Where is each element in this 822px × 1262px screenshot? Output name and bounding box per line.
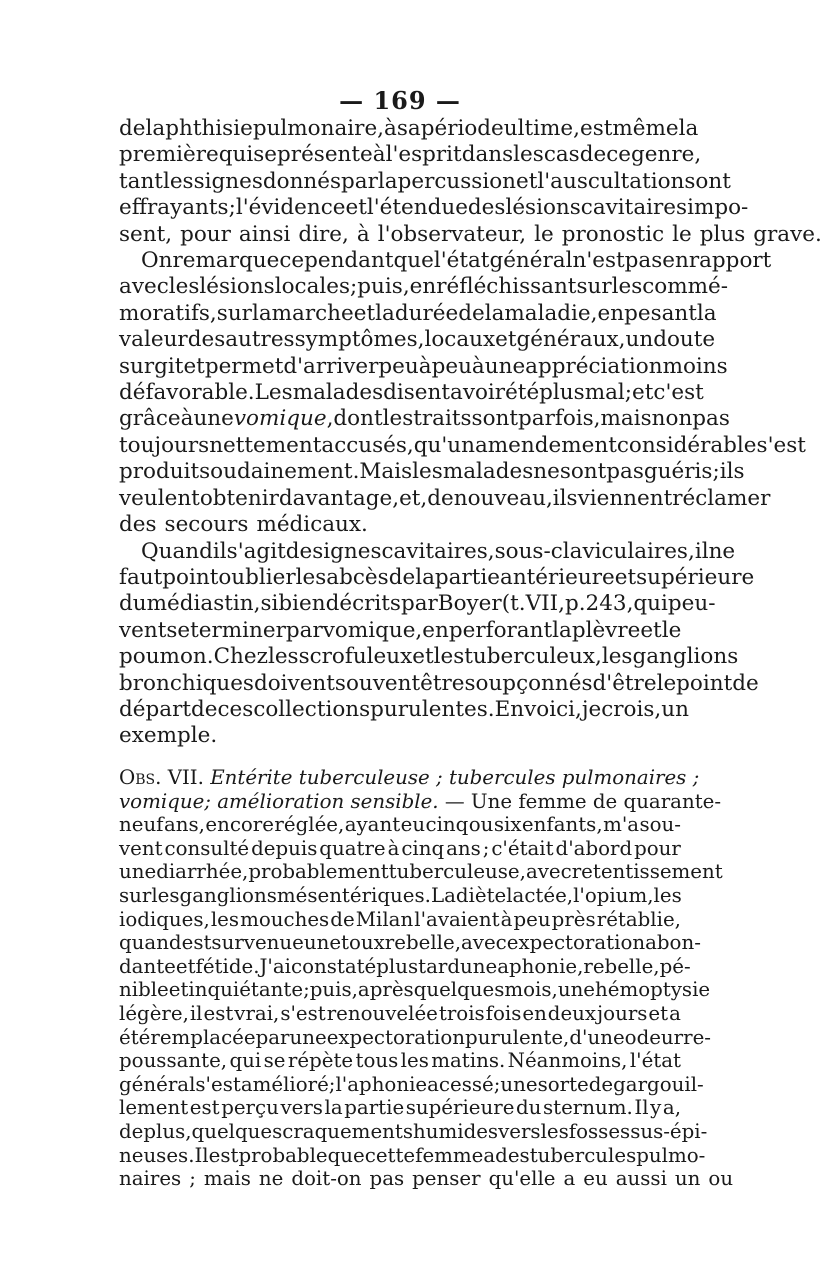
observation-label: Obs. VII. Entérite tuberculeuse ; tubercules pulmonaires ;: [119, 766, 700, 789]
text-line: sur les ganglions mésentériques. La diète lactée, l'opium, les: [119, 883, 682, 907]
text-line: poumon. Chez les scrofuleux et les tuberculeux, les ganglions: [119, 644, 739, 670]
observation-block: [119, 766, 734, 1191]
italic-term: vomique: [233, 406, 327, 432]
text-line: Quand il s'agit de signes cavitaires, sous-claviculaires, il ne: [141, 538, 736, 564]
observation-heading-line-2: vomique; amélioration sensible. — Une femme de quarante-: [119, 789, 722, 813]
text-line: effrayants ; l'évidence et l'étendue des lésions cavitaires impo-: [119, 195, 749, 221]
text-line: faut point oublier les abcès de la partie antérieure et supérieure: [119, 564, 755, 590]
observation-title: Entérite tuberculeuse ; tubercules pulmonaires ;: [210, 766, 700, 789]
paragraph-1: [119, 116, 822, 248]
text-line: On remarque cependant que l'état général n'est pas en rapport: [141, 248, 772, 274]
observation-text: [119, 813, 734, 1191]
text-line: avec les lésions locales ; puis, en réfléchissant sur les commé-: [119, 274, 728, 300]
text-line: moratifs, sur la marche et la durée de la maladie, en pesant la: [119, 300, 717, 326]
text-line: première qui se présente à l'esprit dans les cas de ce genre,: [119, 142, 702, 168]
text-line: neuses. Il est probable que cette femme a des tubercules pulmo-: [119, 1143, 706, 1167]
text-line: valeur des autres symptômes, locaux et généraux, un doute: [119, 327, 716, 353]
text-line: des secours médicaux.: [119, 512, 368, 538]
text-line: lement est perçu vers la partie supérieure du sternum. Il y a,: [119, 1096, 681, 1120]
text-line: de plus, quelques craquements humides vers les fosses sus-épi-: [119, 1119, 708, 1143]
text-line: poussante, qui se répète tous les matins. Néanmoins, l'état: [119, 1049, 681, 1073]
text-line: été remplacée par une expectoration purulente, d'une odeur re-: [119, 1025, 711, 1049]
text-line: surgit et permet d'arriver peu à peu à une appréciation moins: [119, 353, 728, 379]
text-line: une diarrhée, probablement tuberculeuse, avec retentissement: [119, 860, 723, 884]
observation-subtitle: vomique; amélioration sensible.: [119, 789, 439, 813]
text-line: naires ; mais ne doit-on pas penser qu'elle a eu aussi un ou: [119, 1167, 734, 1191]
text-line: sent, pour ainsi dire, à l'observateur, le pronostic le plus grave.: [119, 221, 822, 247]
text-line: vent se terminer par vomique, en perforant la plèvre et le: [119, 617, 682, 643]
text-line: bronchiques doivent souvent être soupçonnés d'être le point de: [119, 670, 759, 696]
text-line: départ de ces collections purulentes. En voici, je crois, un: [119, 696, 689, 722]
text-line: toujours nettement accusés, qu'un amendement considérable s'est: [119, 432, 806, 458]
text-line: défavorable. Les malades disent avoir été plus mal ; et c'est: [119, 380, 704, 406]
text-line: général s'est amélioré ; l'aphonie a cessé ; une sorte de gargouil-: [119, 1072, 704, 1096]
text-line: quand est survenue une toux rebelle, avec expectoration abon-: [119, 931, 701, 955]
text-line: vent consulté depuis quatre à cinq ans ; c'était d'abord pour: [119, 836, 681, 860]
paragraph-3: [119, 538, 759, 750]
text-line: de la phthisie pulmonaire, à sa période ultime, est même la: [119, 116, 699, 141]
observation-heading-line: [119, 766, 700, 790]
page-number: — 169 —: [339, 86, 461, 115]
text-line: nible et inquiétante ; puis, après quelques mois, une hémoptysie: [119, 978, 711, 1002]
text-line: légère, il est vrai, s'est renouvelée trois fois en deux jours et a: [119, 1001, 681, 1025]
text-line: iodiques, les mouches de Milan l'avaient à peu près rétablie,: [119, 907, 681, 931]
text-line: tant les signes donnés par la percussion et l'auscultation sont: [119, 168, 731, 194]
text-line: du médiastin, si bien décrits par Boyer (t. VII, p. 243, qui peu-: [119, 591, 716, 617]
text-line: dante et fétide. J'ai constaté plus tard une aphonie, rebelle, pé-: [119, 954, 691, 978]
text-line: exemple.: [119, 723, 218, 749]
text-line: veulent obtenir davantage, et, de nouveau, ils viennent réclamer: [119, 485, 771, 511]
text-line: neuf ans, encore réglée, ayant eu cinq ou six enfants, m'a sou-: [119, 813, 681, 837]
text-line: produit soudainement. Mais les malades ne sont pas guéris ; ils: [119, 459, 745, 485]
paragraph-2: [119, 248, 806, 538]
text-line: grâce à une vomique, dont les traits sont parfois, mais non pas: [119, 406, 730, 432]
main-text: [119, 116, 822, 750]
